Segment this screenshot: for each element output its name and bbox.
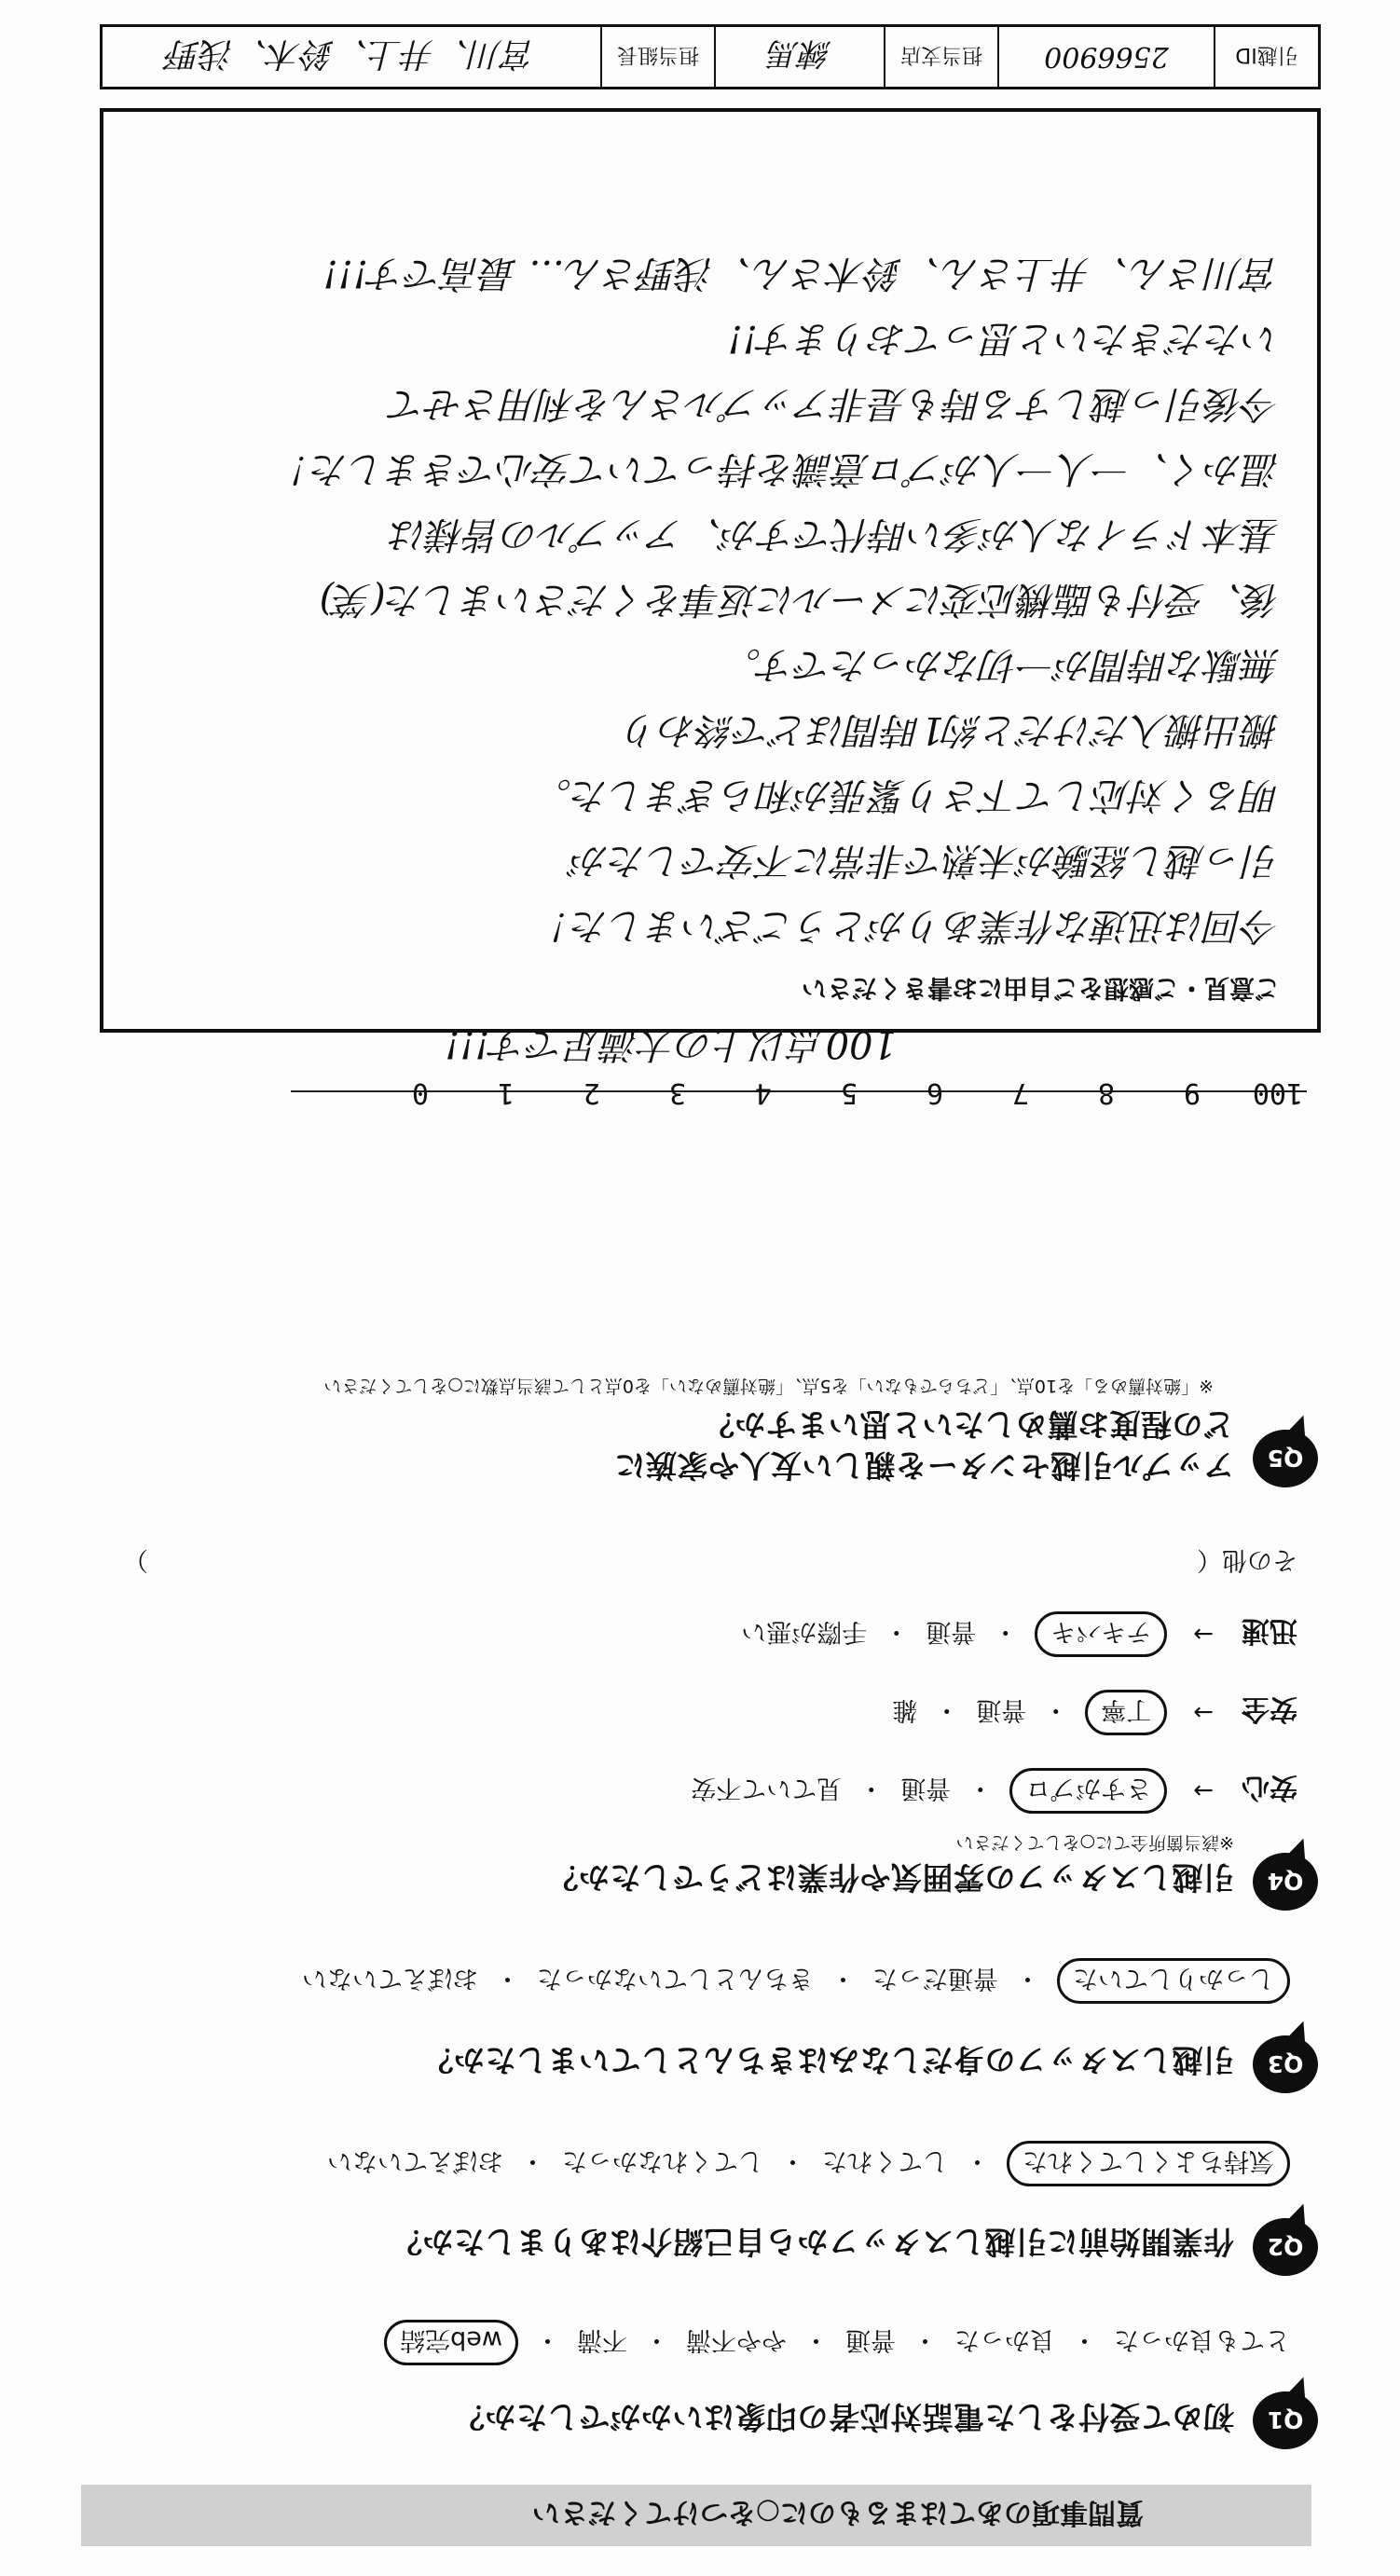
scale-option[interactable]: 0: [411, 1076, 430, 1109]
q4-row-anzen: 安全 → 丁寧 ・ 普通 ・ 雑: [892, 1690, 1297, 1735]
q2-option[interactable]: おぼえていない: [327, 2146, 503, 2175]
comment-line: いただきたいと思っております!!: [727, 317, 1280, 360]
q4-option[interactable]: 普通: [976, 1695, 1027, 1724]
scale-option[interactable]: 1: [497, 1076, 515, 1109]
comment-line: 引っ越し経験が未熟で非常に不安でしたが: [571, 839, 1280, 882]
comment-line: 宮川さん、井上さん、鈴木さん、浅野さん... 最高です!!!: [323, 252, 1280, 295]
q4-note: ※該当箇所全てに○をしてください: [955, 1832, 1234, 1853]
staff-value[interactable]: 宮川、井上、鈴木、浅野: [167, 34, 537, 74]
q2-question: 作業開始前に引越しスタッフから自己紹介はありましたか？: [391, 2224, 1234, 2260]
q4-option[interactable]: 普通: [926, 1617, 977, 1646]
q5-scale: [377, 1076, 1321, 1109]
comment-title: ご意見・ご感想をご自由にお書きください: [802, 973, 1280, 1002]
arrow-right-icon: →: [1193, 1698, 1214, 1727]
scale-option[interactable]: 9: [1183, 1076, 1201, 1109]
comment-text: [143, 240, 1280, 958]
q4-other-row: [123, 1544, 1297, 1581]
footer-table: [100, 24, 1321, 89]
q1-option[interactable]: やや不満: [686, 2325, 787, 2354]
q4-other-label: その他（: [1197, 1545, 1297, 1574]
comment-line: 明るく対応して下さり緊張が和らぎました。: [534, 774, 1280, 816]
comment-line: 搬出搬入だけだと約1時間ほどで終わり: [622, 708, 1280, 751]
q4-option-selected[interactable]: 丁寧: [1085, 1690, 1167, 1735]
arrow-right-icon: →: [1193, 1620, 1214, 1649]
q5-note: ※「絶対薦める」を10点、「どちらでもない」を5点、「絶対薦めない」を0点として該当点数に○をしてください: [323, 1376, 1214, 1396]
comment-line: 基本ドライな人が多い時代ですが、アップルの皆様は: [390, 513, 1280, 555]
q1-option[interactable]: 普通: [845, 2325, 896, 2354]
scale-option[interactable]: 5: [840, 1076, 858, 1109]
q1-option[interactable]: とても良かった: [1114, 2325, 1290, 2354]
q4-option[interactable]: 見ていて不安: [691, 1774, 843, 1802]
branch-label: 担当支店: [884, 27, 997, 87]
scale-option-selected[interactable]: 100: [1252, 1076, 1304, 1109]
q4-option[interactable]: 普通: [900, 1774, 952, 1802]
q4-badge-icon: Q4: [1253, 1853, 1318, 1911]
scale-option[interactable]: 6: [926, 1076, 944, 1109]
q3-options: しっかりしていた ・ 普通だった ・ きちんとしていなかった ・ おぼえていない: [302, 1958, 1290, 2004]
q4-category: 安全: [1242, 1692, 1297, 1726]
q4-option-selected[interactable]: テキパキ: [1035, 1611, 1167, 1657]
q3-option[interactable]: 普通だった: [872, 1964, 998, 1993]
q4-other-close: ）: [123, 1545, 148, 1574]
scale-option[interactable]: 8: [1097, 1076, 1116, 1109]
id-value[interactable]: 2566900: [997, 27, 1214, 87]
comment-line: 今回は迅速な作業ありがとうございました！: [534, 904, 1280, 947]
q4-category: 安心: [1242, 1771, 1297, 1804]
q4-option-selected[interactable]: さすがプロ: [1009, 1768, 1167, 1814]
q3-badge-icon: Q3: [1253, 2035, 1318, 2093]
q3-option-selected[interactable]: しっかりしていた: [1057, 1958, 1290, 2004]
q1-options: とても良かった ・ 良かった ・ 普通 ・ やや不満 ・ 不満 ・ web完結: [384, 2320, 1290, 2365]
q2-badge-icon: Q2: [1253, 2218, 1318, 2276]
scale-option[interactable]: 4: [754, 1076, 773, 1109]
staff-label: 担当組長: [600, 27, 714, 87]
branch-value[interactable]: 練馬: [714, 27, 884, 87]
q2-option[interactable]: してくれた: [822, 2146, 948, 2175]
scale-option[interactable]: 2: [583, 1076, 601, 1109]
q1-badge-icon: Q1: [1253, 2391, 1318, 2449]
q2-options: 気持ちよくしてくれた ・ してくれた ・ してくれなかった ・ おぼえていない: [327, 2141, 1290, 2186]
scale-option[interactable]: 3: [668, 1076, 687, 1109]
q3-question: 引越しスタッフの身だしなみはきちんとしていましたか？: [422, 2042, 1234, 2078]
q1-option-selected[interactable]: web完結: [384, 2320, 518, 2365]
arrow-right-icon: →: [1193, 1776, 1214, 1805]
q1-question: 初めて受付をした電話対応者の印象はいかがでしたか？: [453, 2399, 1234, 2435]
comment-box[interactable]: [100, 108, 1321, 1033]
q1-option[interactable]: 不満: [577, 2325, 627, 2354]
q3-option[interactable]: おぼえていない: [302, 1964, 478, 1993]
comment-line: 無駄な時間が一切なかったです。: [723, 643, 1280, 686]
q5-badge-icon: Q5: [1253, 1430, 1318, 1487]
instruction-text: 質問事項のあてはまるものに○をつけてください: [531, 2496, 1144, 2528]
q2-option-selected[interactable]: 気持ちよくしてくれた: [1007, 2141, 1290, 2186]
q3-option[interactable]: きちんとしていなかった: [537, 1964, 814, 1993]
q2-option[interactable]: してくれなかった: [562, 2146, 763, 2175]
comment-line: 温かく、一人一人がプロ意識を持っていて安心できました！: [273, 447, 1280, 490]
id-label: 引越ID: [1214, 27, 1318, 87]
q1-option[interactable]: 良かった: [954, 2325, 1055, 2354]
comment-line: 今後引っ越しする時も是非アップルさんを利用させて: [389, 382, 1280, 425]
q4-option[interactable]: 手際が悪い: [741, 1617, 868, 1646]
q5-handwritten-answer: 100点以上の大満足です!!!: [445, 1022, 897, 1065]
comment-line: 後、受付も臨機応変にメールに返事をくださいました(笑): [319, 578, 1280, 621]
q5-question-line2: どの程度お薦めしたいと思いますか？: [703, 1406, 1234, 1443]
q4-option[interactable]: 雑: [892, 1695, 918, 1724]
q4-row-anshin: 安心 → さすがプロ ・ 普通 ・ 見ていて不安: [691, 1768, 1297, 1814]
q4-question: 引越しスタッフの雰囲気や作業はどうでしたか？: [547, 1859, 1234, 1896]
q4-row-jinsoku: 迅速 → テキパキ ・ 普通 ・ 手際が悪い: [741, 1611, 1297, 1657]
instruction-bar: [81, 2485, 1311, 2546]
q4-category: 迅速: [1242, 1614, 1297, 1648]
scale-option[interactable]: 7: [1011, 1076, 1030, 1109]
q5-question-line1: アップル引越センターを親しい友人や家族に: [613, 1447, 1234, 1484]
